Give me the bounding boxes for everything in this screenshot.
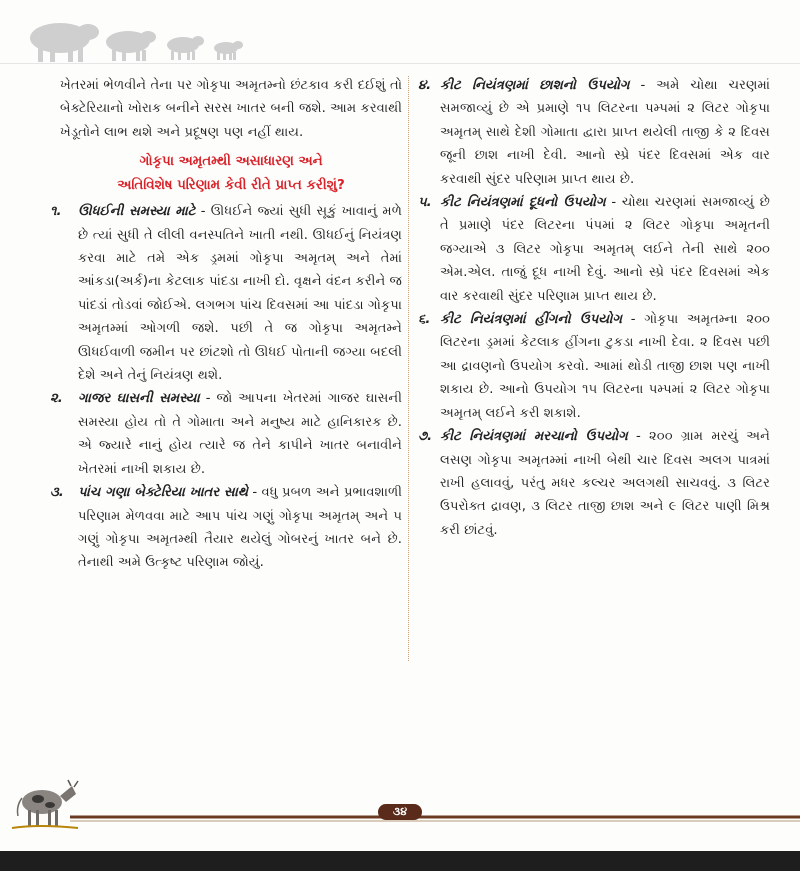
section-heading	[60, 150, 402, 198]
list-item	[418, 425, 770, 542]
item-lead: કીટ નિયંત્રણમાં હીંગનો ઉપયોગ	[440, 312, 623, 328]
right-column	[418, 74, 770, 542]
list-item	[50, 200, 403, 387]
item-lead: ગાજર ઘાસની સમસ્યા	[78, 391, 200, 407]
item-text: - ઊધઈને જ્યાં સુધી સૂકું ખાવાનું મળે છે ત્યાં સુધી તે લીલી વનસ્પતિને ખાતી નથી. ઊધઈનું નિયંત્રણ કરવા માટે તમે એક ડ્રમમાં ગોકૃપા અમૃતમ્ અને તેમાં આંકડા(અર્ક)ના કેટલાક પાંદડા નાખી દો. વૃક્ષને વંદન કરીને જ પાંદડાં તોડવાં જોઈએ. લગભગ પાંચ દિવસમાં આ પાંદડા ગોકૃપા અમૃતમ્માં ઓગળી જશે. પછી તે જ ગોકૃપા અમૃતમ્ને ઊધઈવાળી જમીન પર છાંટશો તો ઊધઈ પોતાની જગ્યા બદલી દેશે અને તેનું નિયંત્રણ થશે.	[78, 204, 403, 384]
item-number: ૪.	[418, 78, 432, 93]
item-number: ૨.	[50, 391, 63, 407]
item-number: ૫.	[418, 195, 432, 211]
item-lead: કીટ નિયંત્રણમાં મરચાનો ઉપયોગ	[440, 429, 628, 445]
item-number: ૧.	[50, 204, 62, 220]
item-number: ૩.	[50, 485, 64, 501]
list-item	[418, 308, 770, 425]
cow-silhouette-icons	[20, 12, 250, 64]
list-item	[418, 191, 770, 308]
heading-line-2: અતિવિશેષ પરિણામ કેવી રીતે પ્રાપ્ત કરીશું?	[117, 178, 345, 194]
item-text: - ચોથા ચરણમાં સમજાવ્યું છે તે પ્રમાણે પંદર લિટરના પંપમાં ૨ લિટર ગોકૃપા અમૃતની જગ્યાએ ૩ લિટર ગોકૃપા અમૃતમ્ લઈને તેની સાથે ૨૦૦ એમ.એલ. તાજું દૂધ નાખી દેવું. આનો સ્પ્રે પંદર દિવસમાં એક વાર કરવાથી સુંદર પરિણામ પ્રાપ્ત થાય છે.	[440, 195, 770, 304]
column-divider	[408, 76, 409, 661]
list-item	[418, 74, 770, 191]
bottom-bar	[0, 851, 800, 871]
item-text: - ૨૦૦ ગ્રામ મરચું અને લસણ ગોકૃપા અમૃતમ્માં નાખી બેથી ચાર દિવસ અલગ પાત્રમાં રાખી હલાવવું, પરંતુ મધર કલ્ચર અલગથી સાચવવું. ૩ લિટર ઉપરોક્ત દ્રાવણ, ૩ લિટર તાજી છાશ અને ૯ લિટર પાણી મિશ્ર કરી છાંટવું.	[440, 429, 770, 538]
cow-illustration	[8, 772, 82, 834]
header-rule	[0, 63, 800, 64]
intro-paragraph: ખેતરમાં ભેળવીને તેના પર ગોકૃપા અમૃતમ્નો છંટકાવ કરી દઈશું તો બેક્ટેરિયાનો ખોરાક બનીને સરસ ખાતર બની જશે. આમ કરવાથી ખેડૂતોને લાભ થશે અને પ્રદૂષણ પણ નહીં થાય.	[60, 78, 402, 140]
item-text: - અમે ચોથા ચરણમાં સમજાવ્યું છે એ પ્રમાણે ૧૫ લિટરના પમ્પમાં ૨ લિટર ગોકૃપા અમૃતમ્ સાથે દેશી ગોમાતા દ્વારા પ્રાપ્ત થયેલી તાજી કે ૨ દિવસ જૂની છાશ નાખી દેવી. આનો સ્પ્રે પંદર દિવસમાં એક વાર કરવાથી સુંદર પરિણામ પ્રાપ્ત થાય છે.	[440, 78, 770, 187]
item-lead: કીટ નિયંત્રણમાં છાશનો ઉપયોગ	[440, 78, 630, 93]
item-text: - ગોકૃપા અમૃતમ્ના ૨૦૦ લિટરના ડ્રમમાં કેટલાક હીંગના ટુકડા નાખી દેવા. ૨ દિવસ પછી આ દ્રાવણનો ઉપયોગ કરવો. આમાં થોડી તાજી છાશ પણ નાખી શકાય છે. આનો ઉપયોગ ૧૫ લિટરના પમ્પમાં ૨ લિટર ગોકૃપા અમૃતમ્ લઈને કરી શકાશે.	[440, 312, 770, 421]
item-text: - વધુ પ્રબળ અને પ્રભાવશાળી પરિણામ મેળવવા માટે આપ પાંચ ગણું ગોકૃપા અમૃતમ્ અને ૫ ગણું ગોકૃપા અમૃતમ્થી તૈયાર થયેલું ગોબરનું ખાતર બને છે. તેનાથી અમે ઉત્કૃષ્ટ પરિણામ જોયું.	[78, 485, 403, 571]
heading-line-1: ગોકૃપા અમૃતમ્થી અસાધારણ અને	[139, 154, 323, 170]
page-number: ૩૪	[378, 804, 422, 820]
item-lead: પાંચ ગણા બેક્ટેરિયા ખાતર સાથે	[78, 485, 248, 501]
list-item	[50, 387, 402, 481]
item-number: ૬.	[418, 312, 431, 328]
item-lead: ઊધઈની સમસ્યા માટે	[78, 204, 196, 220]
item-text: - જો આપના ખેતરમાં ગાજર ઘાસની સમસ્યા હોય તો તે ગોમાતા અને મનુષ્ય માટે હાનિકારક છે. એ જ્યારે નાનું હોય ત્યારે જ તેને કાપીને ખાતર બનાવીને ખેતરમાં નાખી શકાય છે.	[78, 391, 402, 477]
left-column	[50, 74, 403, 575]
list-item	[50, 481, 403, 575]
item-lead: કીટ નિયંત્રણમાં દૂધનો ઉપયોગ	[440, 195, 606, 211]
item-number: ૭.	[418, 429, 433, 445]
